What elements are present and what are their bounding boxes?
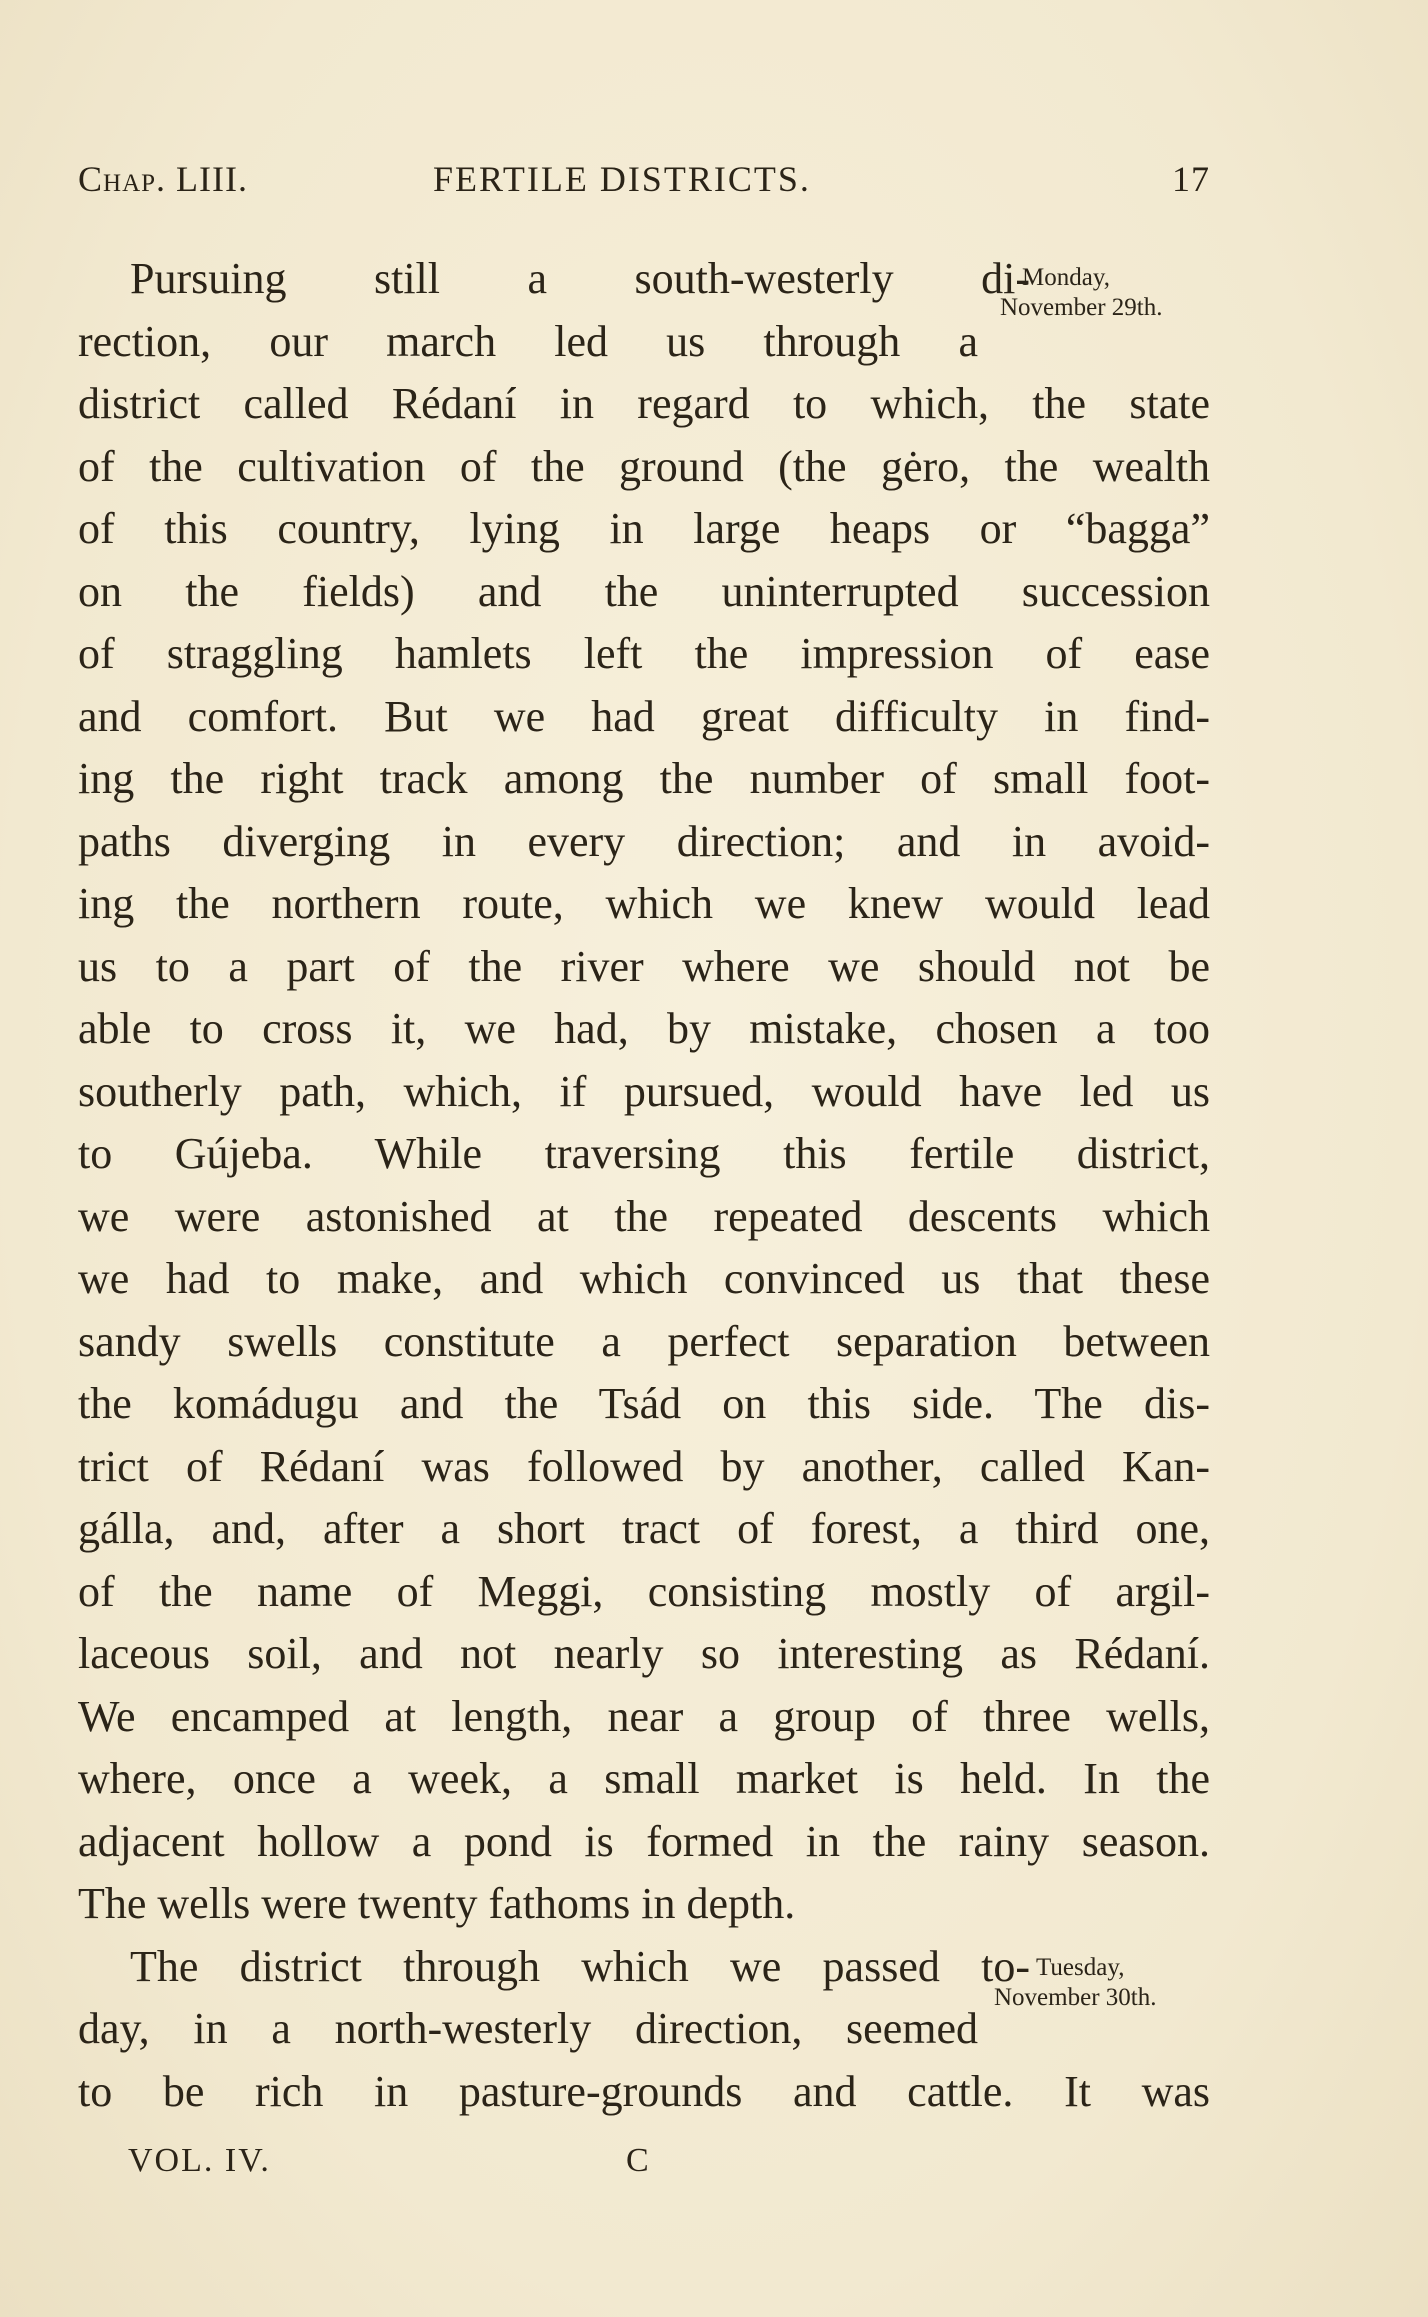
text-line: district called Rédaní in regard to which, the state bbox=[78, 379, 1210, 428]
text-line: where, once a week, a small market is held. In the bbox=[78, 1754, 1210, 1803]
text-line: of this country, lying in large heaps or “bagga” bbox=[78, 504, 1210, 553]
text-line: We encamped at length, near a group of three wells, bbox=[78, 1691, 1210, 1741]
text-line: The wells were twenty fathoms in depth. bbox=[78, 1879, 796, 1928]
chapter-label: Chap. LIII. bbox=[78, 159, 248, 199]
text-line: southerly path, which, if pursued, would have led us bbox=[78, 1066, 1210, 1116]
text-line: we had to make, and which convinced us that these bbox=[78, 1254, 1210, 1303]
page-number: 17 bbox=[1172, 159, 1210, 199]
signature-mark: C bbox=[626, 2142, 651, 2179]
text-line: able to cross it, we had, by mistake, chosen a too bbox=[78, 1004, 1210, 1053]
text-line: trict of Rédaní was followed by another, called Kan- bbox=[78, 1441, 1210, 1491]
page-title: FERTILE DISTRICTS. bbox=[433, 159, 811, 199]
text-line: of the name of Meggi, consisting mostly of argil- bbox=[78, 1566, 1210, 1616]
text-line: and comfort. But we had great difficulty in find- bbox=[78, 691, 1210, 741]
text-line: adjacent hollow a pond is formed in the rainy season. bbox=[78, 1816, 1210, 1866]
text-line: sandy swells constitute a perfect separation between bbox=[78, 1316, 1210, 1366]
running-head bbox=[78, 158, 1210, 206]
page-footer bbox=[128, 2142, 828, 2190]
text-line: ing the right track among the number of small foot- bbox=[78, 754, 1210, 803]
text-line: the komádugu and the Tsád on this side. The dis- bbox=[78, 1379, 1210, 1428]
margin-note-day: Tuesday, bbox=[1036, 1954, 1125, 1981]
margin-note-date: November 30th. bbox=[994, 1984, 1157, 2011]
text-line: The district through which we passed to- bbox=[130, 1941, 1030, 1991]
margin-note-date: November 29th. bbox=[1000, 294, 1163, 321]
margin-note-day: Monday, bbox=[1022, 264, 1110, 291]
text-line: to Gújeba. While traversing this fertile district, bbox=[78, 1129, 1210, 1178]
text-line: us to a part of the river where we should not be bbox=[78, 941, 1210, 991]
text-line: Pursuing still a south-westerly di- bbox=[130, 254, 1030, 303]
text-line: laceous soil, and not nearly so interesting as Rédaní. bbox=[78, 1629, 1210, 1678]
text-line: ing the northern route, which we knew would lead bbox=[78, 879, 1210, 928]
text-line: to be rich in pasture-grounds and cattle. It was bbox=[78, 2066, 1210, 2116]
text-line: gálla, and, after a short tract of forest, a third one, bbox=[78, 1504, 1210, 1553]
body-text bbox=[78, 248, 1210, 2123]
text-line: day, in a north-westerly direction, seemed bbox=[78, 2004, 978, 2053]
text-line: on the fields) and the uninterrupted succession bbox=[78, 566, 1210, 616]
volume-label: VOL. IV. bbox=[128, 2142, 271, 2179]
text-line: of straggling hamlets left the impression of ease bbox=[78, 629, 1210, 678]
text-line: we were astonished at the repeated descents which bbox=[78, 1191, 1210, 1241]
text-line: paths diverging in every direction; and in avoid- bbox=[78, 816, 1210, 866]
text-line: of the cultivation of the ground (the gėro, the wealth bbox=[78, 441, 1210, 491]
text-line: rection, our march led us through a bbox=[78, 316, 978, 366]
